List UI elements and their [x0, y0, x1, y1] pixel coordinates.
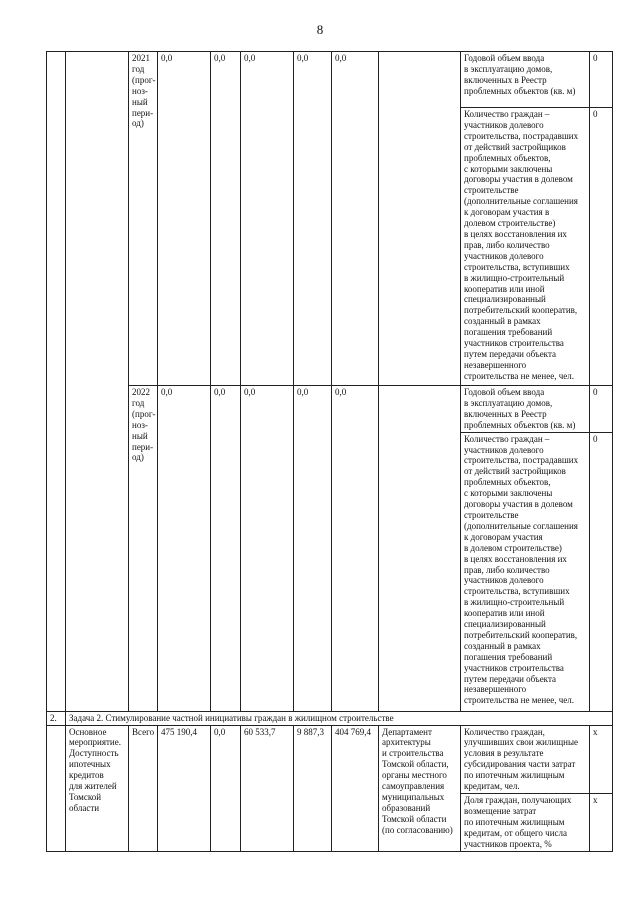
year-cell: 2022 год (прог- ноз- ный пери- од)	[129, 386, 158, 712]
indicator-value-cell: 0	[590, 108, 613, 386]
task-number: 2.	[47, 711, 66, 725]
task-title: Задача 2. Стимулирование частной инициативы граждан в жилищном строительстве	[66, 711, 613, 725]
total-cell: 475 190,4	[158, 725, 211, 851]
task-row	[47, 711, 613, 725]
program-table	[46, 51, 613, 852]
regional-cell: 60 533,7	[241, 725, 294, 851]
local-cell: 0,0	[294, 386, 332, 712]
federal-cell: 0,0	[211, 725, 241, 851]
indicator-value-cell: 0	[590, 52, 613, 108]
executor-cell	[379, 52, 461, 386]
table-row	[47, 725, 613, 793]
federal-cell: 0,0	[211, 52, 241, 386]
period-cell: Всего	[129, 725, 158, 851]
year-cell: 2021 год (прог- ноз- ный пери- од)	[129, 52, 158, 386]
indicator-cell: Годовой объем ввода в эксплуатацию домов, включенных в Реестр проблемных объектов (кв. м)	[461, 386, 590, 433]
local-cell: 9 887,3	[294, 725, 332, 851]
indicator-cell: Доля граждан, получающих возмещение затрат по ипотечным жилищным кредитам, от общего числа участников проекта, %	[461, 793, 590, 851]
measure-name-cell: Основное мероприятие. Доступность ипотечных кредитов для жителей Томской области	[66, 725, 129, 851]
federal-cell: 0,0	[211, 386, 241, 712]
indicator-value-cell: 0	[590, 432, 613, 711]
total-cell: 0,0	[158, 386, 211, 712]
indicator-value-cell: 0	[590, 386, 613, 433]
indicator-cell: Количество граждан – участников долевого строительства, пострадавших от действий застройщиков проблемных объектов, с которыми заключены договоры участия в долевом строительстве (дополнительные соглашения к договорам участия в долевом строительстве) в целях восстановления их прав, либо количество участников долевого строительства, вступивших в жилищно-строительный кооператив или иной специализированный потребительский кооператив, созданный в рамках погашения требований участников строительства путем передачи объекта незавершенного строительства не менее, чел.	[461, 432, 590, 711]
regional-cell: 0,0	[241, 52, 294, 386]
extrabudget-cell: 0,0	[332, 386, 379, 712]
measure-cell	[66, 52, 129, 712]
indicator-cell: Количество граждан, улучшивших свои жилищные условия в результате субсидирования части затрат по ипотечным жилищным кредитам, чел.	[461, 725, 590, 793]
regional-cell: 0,0	[241, 386, 294, 712]
indicator-value-cell: x	[590, 793, 613, 851]
total-cell: 0,0	[158, 52, 211, 386]
indicator-value-cell: x	[590, 725, 613, 793]
indicator-cell: Количество граждан – участников долевого строительства, пострадавших от действий застройщиков проблемных объектов, с которыми заключены договоры участия в долевом строительстве (дополнительные соглашения к договорам участия в долевом строительстве) в целях восстановления их прав, либо количество участников долевого строительства, вступивших в жилищно-строительный кооператив или иной специализированный потребительский кооператив, созданный в рамках погашения требований участников строительства путем передачи объекта незавершенного строительства не менее, чел.	[461, 108, 590, 386]
page-number: 8	[316, 22, 324, 37]
local-cell: 0,0	[294, 52, 332, 386]
extrabudget-cell: 0,0	[332, 52, 379, 386]
table-row	[47, 52, 613, 108]
number-cell	[47, 725, 66, 851]
extrabudget-cell: 404 769,4	[332, 725, 379, 851]
table-row	[47, 386, 613, 433]
executor-cell	[379, 386, 461, 712]
indicator-cell: Годовой объем ввода в эксплуатацию домов, включенных в Реестр проблемных объектов (кв. м)	[461, 52, 590, 108]
executor-cell: Департамент архитектуры и строительства Томской области, органы местного самоуправления муниципальных образований Томской области (по согласованию)	[379, 725, 461, 851]
number-cell	[47, 52, 66, 712]
